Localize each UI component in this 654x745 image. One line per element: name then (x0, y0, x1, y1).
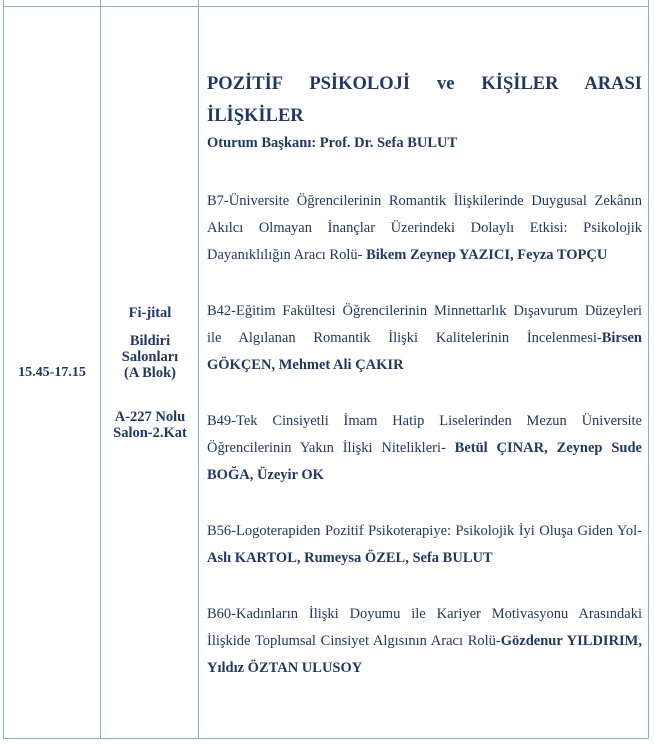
paper-item (207, 601, 642, 682)
session-chair: Oturum Başkanı: Prof. Dr. Sefa BULUT (207, 135, 458, 151)
time-cell (4, 7, 100, 738)
room-name: Fi-jital (128, 304, 172, 321)
session-title-line2: İLİŞKİLER (207, 106, 304, 126)
session-time: 15.45-17.15 (18, 364, 86, 380)
paper-title: B7-Üniversite Öğrencilerinin Romantik İlişkilerinde Duygusal Zekânın Akılcı Olmayan İnançlar Üzerindeki Dolaylı Etkisi: Psikolojik Dayanıklılığın Aracı Rolü- (207, 193, 642, 263)
paper-title: B60-Kadınların İlişki Doyumu ile Kariyer Motivasyonu Arasındaki İlişkide Toplumsal Cinsiyet Algısının Aracı Rolü- (207, 606, 642, 649)
room-floor: Salon-2.Kat (113, 424, 187, 441)
paper-authors: Aslı KARTOL, Rumeysa ÖZEL, Sefa BULUT (207, 550, 493, 566)
session-title (207, 68, 642, 132)
paper-authors: Betül ÇINAR, Zeynep Sude BOĞA, Üzeyir OK (207, 440, 642, 483)
session-title-line1: POZİTİF PSİKOLOJİ ve KİŞİLER ARASI (207, 74, 642, 94)
room-cell (101, 7, 199, 738)
paper-item (207, 408, 642, 489)
paper-item (207, 518, 642, 572)
paper-title: B56-Logoterapiden Pozitif Psikoterapiye: Psikolojik İyi Oluşa Giden Yol- (207, 523, 642, 539)
room-type-cont: Salonları (121, 348, 179, 365)
room-number: A-227 Nolu (114, 408, 186, 425)
paper-title: B42-Eğitim Fakültesi Öğrencilerinin Minnettarlık Dışavurum Düzeyleri ile Algılanan Romantik İlişki Kalitelerinin İncelenmesi- (207, 303, 642, 346)
paper-item (207, 298, 642, 379)
paper-authors: Bikem Zeynep YAZICI, Feyza TOPÇU (366, 247, 608, 263)
session-cell (207, 7, 642, 738)
room-type: Bildiri (129, 332, 171, 349)
room-block: (A Blok) (124, 364, 176, 381)
paper-authors: Birsen GÖKÇEN, Mehmet Ali ÇAKIR (207, 330, 642, 373)
paper-item (207, 188, 642, 269)
paper-authors: Gözdenur YILDIRIM, Yıldız ÖZTAN ULUSOY (207, 633, 642, 676)
schedule-table (3, 0, 649, 739)
paper-title: B49-Tek Cinsiyetli İmam Hatip Liselerinden Mezun Üniversite Öğrencilerinin Yakın İlişki Nitelikleri- (207, 413, 642, 456)
